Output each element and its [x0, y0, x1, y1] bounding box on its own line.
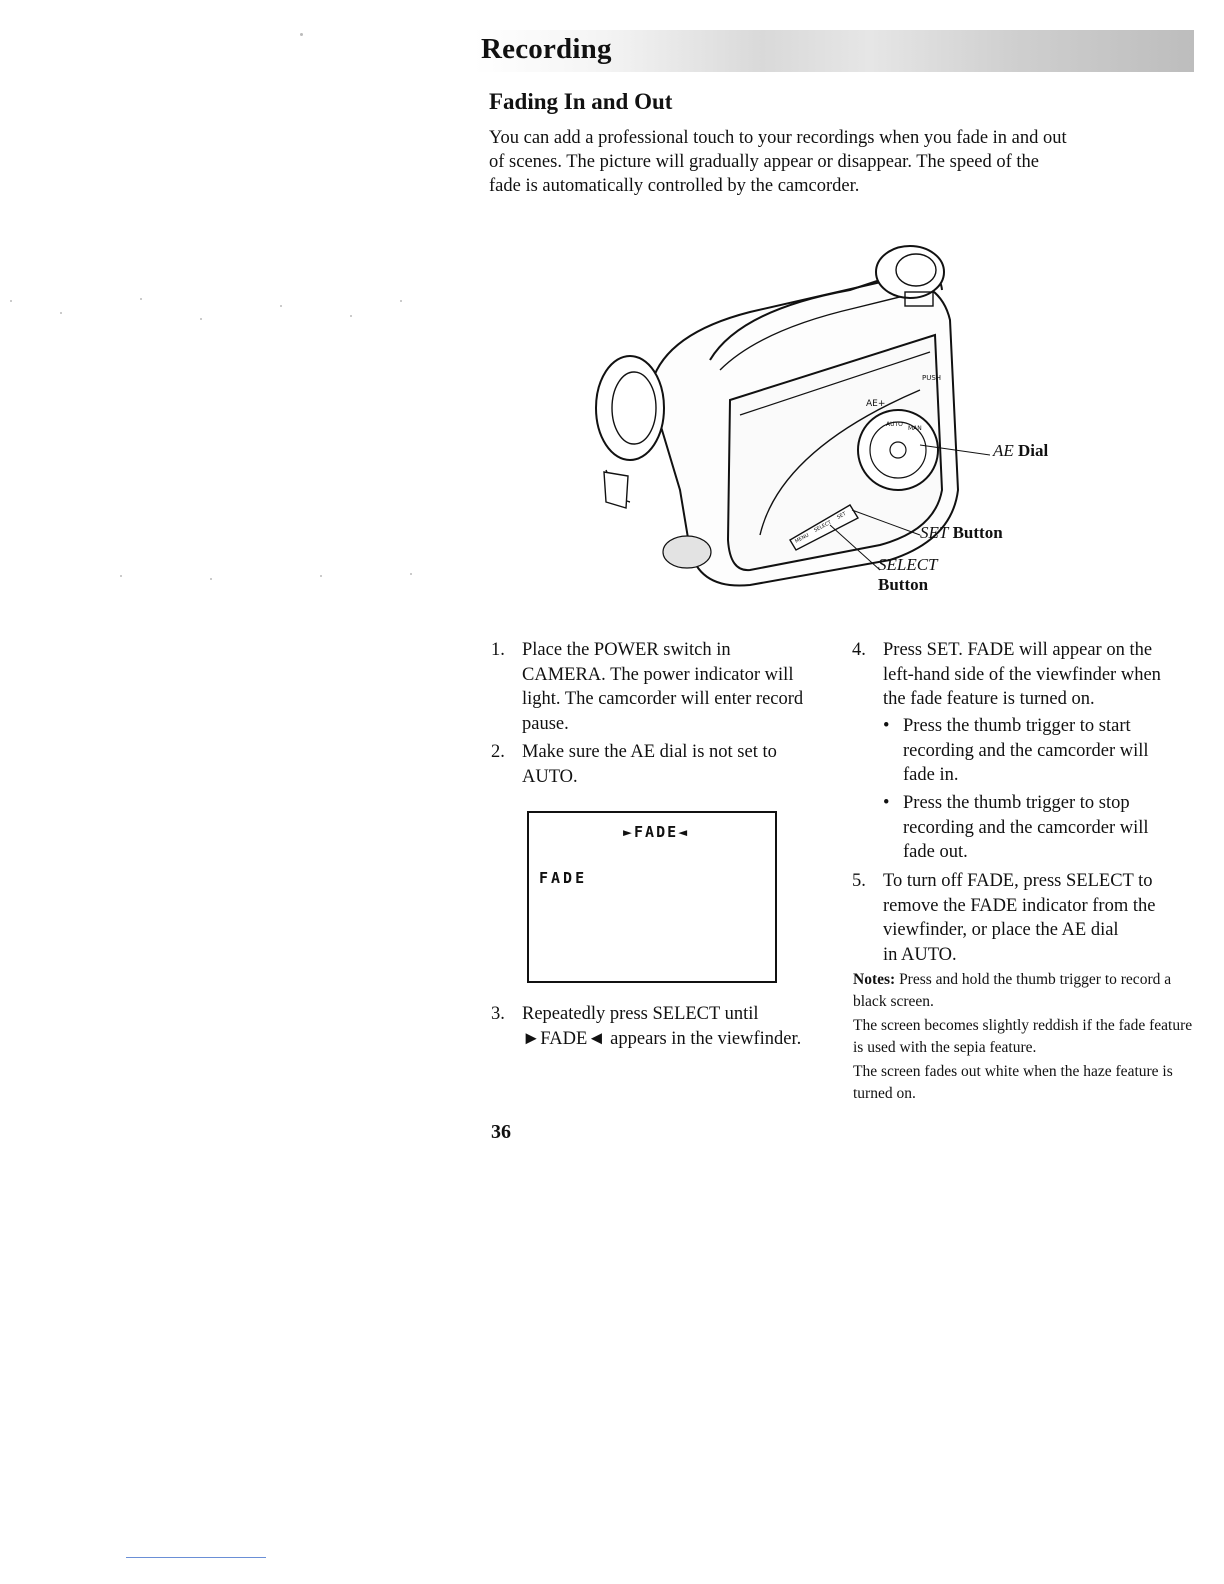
step-line: light. The camcorder will enter record: [522, 689, 804, 709]
bullet-line: fade out.: [903, 842, 968, 862]
footer-rule: [126, 1557, 266, 1558]
camcorder-illustration: [590, 240, 990, 600]
select-button-label: SELECT: [813, 519, 833, 534]
note-3: The screen fades out white when the haze feature is turned on.: [853, 1063, 1173, 1102]
dial-label: MAN: [908, 425, 922, 432]
step-line: left-hand side of the viewfinder when: [883, 664, 1161, 685]
ae-callout-italic: AE: [993, 441, 1014, 460]
step-number: 1.: [491, 640, 505, 660]
bullet-line: recording and the camcorder will: [903, 740, 1149, 761]
bullet-line: recording and the camcorder will: [903, 817, 1149, 838]
intro-line: of scenes. The picture will gradually appear or disappear. The speed of the: [489, 152, 1040, 172]
select-callout-rest: Button: [878, 575, 929, 594]
set-callout-italic: SET: [920, 523, 949, 542]
menu-button-label: MENU: [794, 532, 811, 545]
viewfinder-fade-indicator: FADE: [539, 869, 588, 887]
notes-block: [853, 969, 1203, 1107]
step-line: Place the POWER switch in: [522, 640, 731, 660]
bullet-line: Press the thumb trigger to start: [903, 716, 1131, 736]
set-button-callout: [920, 523, 1003, 543]
step-line: ►FADE◄ appears in the viewfinder.: [522, 1028, 802, 1049]
speaker-grille: [663, 536, 711, 568]
bullet-line: fade in.: [903, 765, 959, 785]
page-number: 36: [491, 1121, 511, 1143]
step-line: Repeatedly press SELECT until: [522, 1004, 759, 1024]
step-number: 5.: [852, 871, 866, 891]
dial-label: AE+: [866, 399, 886, 409]
bullet-line: Press the thumb trigger to stop: [903, 793, 1130, 813]
notes-label: Notes:: [853, 971, 896, 988]
step-line: AUTO.: [522, 766, 578, 787]
note-text: Press and hold the thumb trigger to record a black screen.: [853, 971, 1172, 1010]
select-callout-italic: SELECT: [878, 555, 938, 574]
step-number: 4.: [852, 640, 866, 660]
set-button-label: SET: [836, 511, 848, 521]
viewfinder-fade-selected: ►FADE◄: [623, 823, 690, 841]
ae-callout-rest: Dial: [1018, 441, 1049, 460]
note-1: [853, 969, 1203, 1012]
step-line: the fade feature is turned on.: [883, 689, 1095, 709]
select-button-callout: [878, 555, 938, 595]
step-line: To turn off FADE, press SELECT to: [883, 871, 1153, 891]
step-line: remove the FADE indicator from the: [883, 895, 1156, 916]
step-number: 3.: [491, 1004, 505, 1024]
lens: [596, 356, 664, 460]
step-line: Make sure the AE dial is not set to: [522, 742, 777, 762]
bullet-dot: •: [883, 716, 890, 736]
step-line: CAMERA. The power indicator will: [522, 664, 794, 685]
step-number: 2.: [491, 742, 505, 762]
step-line: viewfinder, or place the AE dial: [883, 920, 1119, 940]
intro-line: You can add a professional touch to your recordings when you fade in and out: [489, 128, 1067, 148]
ae-dial-callout: [993, 441, 1048, 461]
intro-line: fade is automatically controlled by the camcorder.: [489, 176, 860, 196]
bullet-dot: •: [883, 793, 890, 813]
intro-paragraph: [489, 126, 1129, 198]
step-line: pause.: [522, 713, 569, 734]
page-heading: Fading In and Out: [489, 89, 673, 114]
note-2: The screen becomes slightly reddish if the fade feature is used with the sepia feature.: [853, 1017, 1193, 1056]
eyepiece: [876, 246, 944, 298]
set-callout-rest: Button: [952, 523, 1003, 542]
section-title: Recording: [481, 33, 612, 65]
step-line: in AUTO.: [883, 944, 957, 965]
scan-specks: [0, 0, 470, 620]
dial-label: AUTO: [886, 421, 903, 428]
dial-label: PUSH: [922, 374, 942, 382]
step-line: Press SET. FADE will appear on the: [883, 640, 1153, 660]
viewfinder-display: [527, 811, 777, 983]
